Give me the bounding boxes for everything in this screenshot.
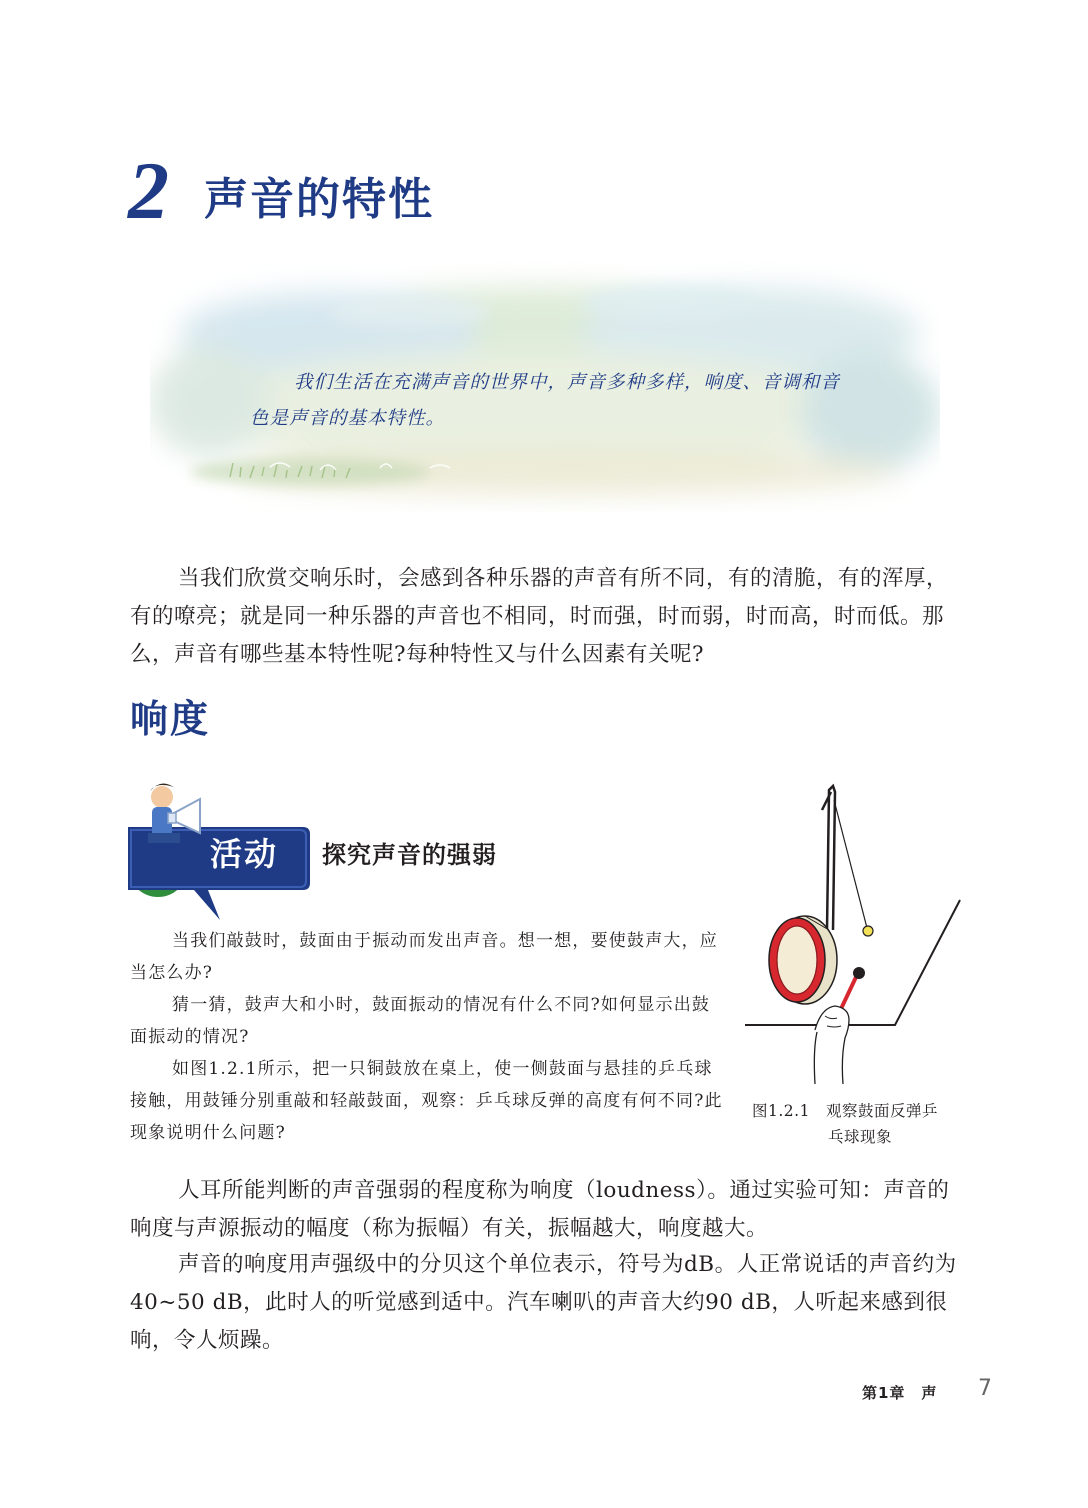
ping-pong-ball-icon [863, 926, 873, 936]
body-paragraph-text: 人耳所能判断的声音强弱的程度称为响度（loudness）。通过实验可知：声音的响度与声源振动的幅度（称为振幅）有关，振幅越大，响度越大。 [130, 1178, 950, 1241]
subsection-title: 响度 [130, 697, 211, 741]
body-paragraph-text: 当我们欣赏交响乐时，会感到各种乐器的声音有所不同，有的清脆，有的浑厚，有的嘹亮；就是同一种乐器的声音也不相同，时而强，时而弱，时而高，时而低。那么，声音有哪些基本特性呢?每种特性又与什么因素有关呢? [130, 566, 949, 667]
body-paragraph [130, 1246, 960, 1360]
activity-paragraph-text: 当我们敲鼓时，鼓面由于振动而发出声音。想一想，要使鼓声大，应当怎么办? [130, 931, 718, 983]
drum-experiment-figure [745, 780, 965, 1090]
section-title: 声音的特性 [204, 174, 434, 225]
section-number: 2 [128, 145, 169, 236]
activity-title: 探究声音的强弱 [322, 841, 497, 869]
activity-paragraph [130, 1053, 726, 1149]
figure-caption-line2: 乓球现象 [828, 1128, 893, 1146]
stand-icon [822, 786, 867, 930]
body-paragraph [130, 560, 960, 674]
activity-paragraph [130, 925, 726, 989]
figure-caption-line1: 观察鼓面反弹乒 [825, 1102, 938, 1120]
activity-paragraph [130, 989, 726, 1053]
intro-text [250, 365, 850, 437]
page-number: 7 [978, 1376, 992, 1401]
figure-id: 图1.2.1 [752, 1102, 810, 1120]
footer-chapter-label: 第1章 声 [862, 1384, 938, 1402]
hand-icon [814, 1006, 849, 1084]
activity-paragraph-text: 猜一猜，鼓声大和小时，鼓面振动的情况有什么不同?如何显示出鼓面振动的情况? [130, 995, 711, 1047]
figure-caption [752, 1098, 962, 1150]
body-paragraph [130, 1172, 960, 1248]
activity-label: 活动 [210, 835, 279, 873]
drum-icon [769, 916, 837, 1004]
activity-paragraph-text: 如图1.2.1所示，把一只铜鼓放在桌上，使一侧鼓面与悬挂的乒乓球接触，用鼓锤分别重敲和轻敲鼓面，观察：乒乓球反弹的高度有何不同?此现象说明什么问题? [130, 1059, 723, 1143]
body-paragraph-text: 声音的响度用声强级中的分贝这个单位表示，符号为dB。人正常说话的声音约为40~50 dB，此时人的听觉感到适中。汽车喇叭的声音大约90 dB，人听起来感到很响，令人烦躁。 [130, 1252, 957, 1353]
intro-text-content: 我们生活在充满声音的世界中，声音多种多样，响度、音调和音色是声音的基本特性。 [250, 372, 841, 429]
